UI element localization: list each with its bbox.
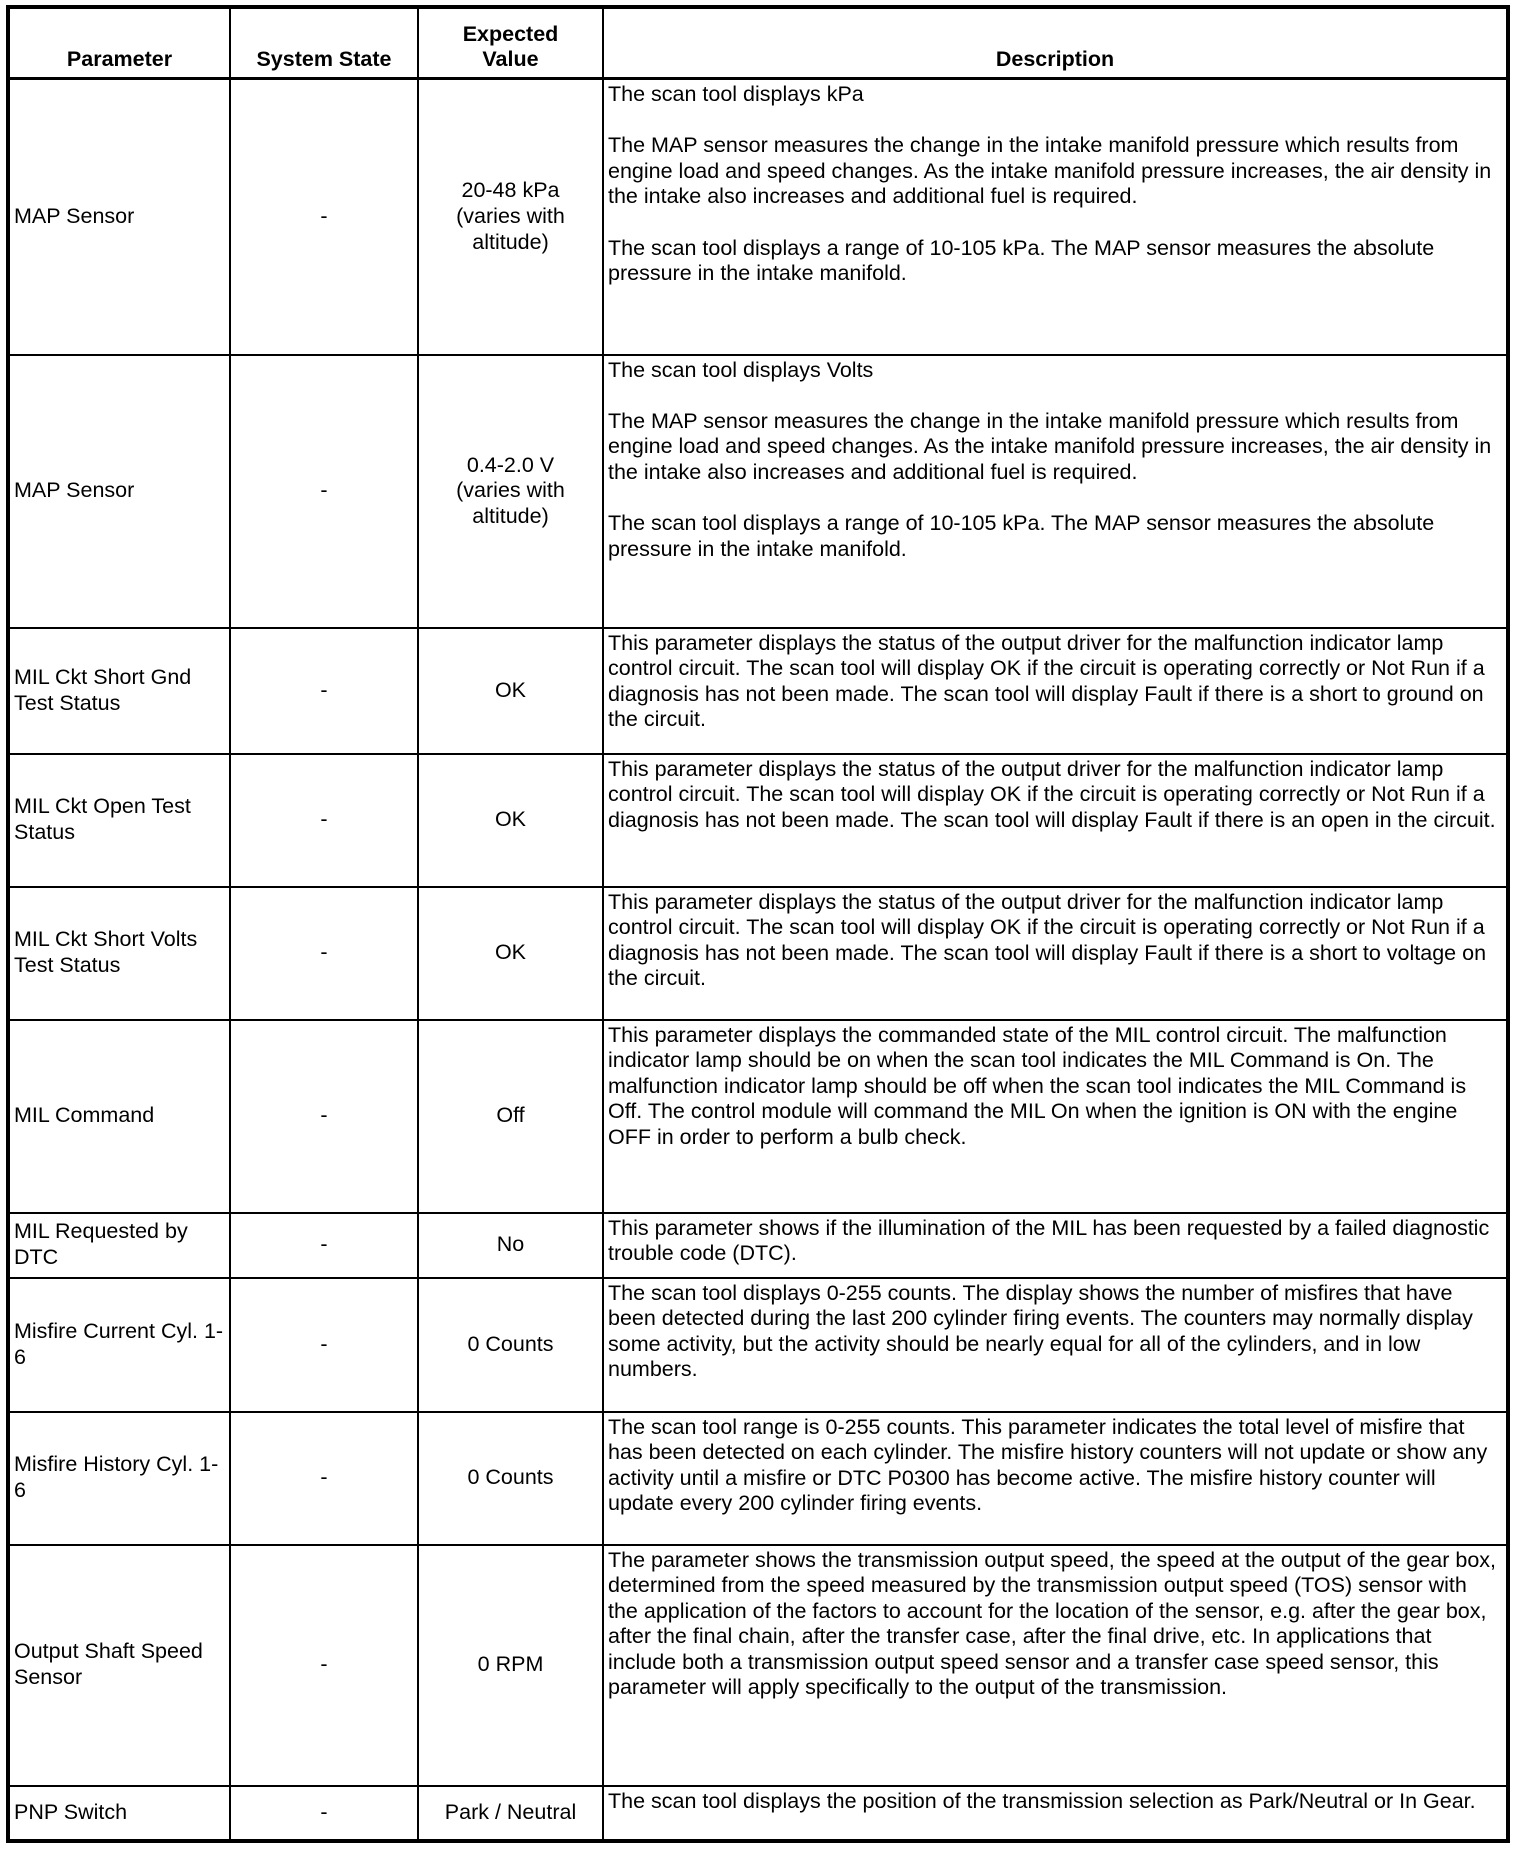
expected-value-cell — [418, 1278, 603, 1412]
description-cell — [603, 887, 1508, 1020]
expected-value-line: OK — [494, 807, 527, 832]
description-cell — [603, 1786, 1508, 1841]
parameter-cell: MIL Command — [8, 1020, 230, 1213]
expected-value-line: No — [496, 1232, 525, 1257]
description-cell — [603, 1020, 1508, 1213]
table-row — [8, 628, 1508, 754]
description-cell — [603, 1213, 1508, 1278]
table-row — [8, 1786, 1508, 1841]
header-expected-value-line1: Expected — [462, 21, 559, 46]
description-paragraph: This parameter displays the status of the output driver for the malfunction indicator lamp control circuit. The scan tool will display OK if the circuit is operating correctly or Not Run if a diagnosis has not been made. The scan tool will display Fault if there is an open in the circuit. — [608, 756, 1496, 832]
description-paragraph: The MAP sensor measures the change in the intake manifold pressure which results from engine load and speed changes. As the intake manifold pressure increases, the air density in the intake also increases and additional fuel is required. — [608, 408, 1492, 484]
description-paragraph: The scan tool range is 0-255 counts. This parameter indicates the total level of misfire that has been detected on each cylinder. The misfire history counters will not update or show any activity until a misfire or DTC P0300 has become active. The misfire history counter will update every 200 cylinder firing events. — [608, 1414, 1488, 1516]
description-paragraph: The scan tool displays the position of the transmission selection as Park/Neutral or In Gear. — [608, 1788, 1476, 1813]
description-cell — [603, 1412, 1508, 1545]
description-paragraph: This parameter displays the status of the output driver for the malfunction indicator lamp control circuit. The scan tool will display OK if the circuit is operating correctly or Not Run if a diagnosis has not been made. The scan tool will display Fault if there is a short to ground on the circuit. — [608, 630, 1485, 732]
expected-value-line: (varies with — [456, 203, 565, 228]
expected-value-line: (varies with — [456, 478, 565, 503]
expected-value-line: altitude) — [472, 503, 549, 528]
parameter-table — [6, 5, 1510, 1843]
description-cell — [603, 1278, 1508, 1412]
parameter-cell: MIL Ckt Short Gnd Test Status — [8, 628, 230, 754]
description-cell — [603, 754, 1508, 887]
expected-value-cell — [418, 1020, 603, 1213]
description-paragraph: The scan tool displays kPa — [608, 82, 864, 106]
system-state-cell: - — [230, 1545, 418, 1786]
expected-value-cell — [418, 754, 603, 887]
description-paragraph: The scan tool displays a range of 10-105 kPa. The MAP sensor measures the absolute pressure in the intake manifold. — [608, 511, 1435, 561]
expected-value-line: 20-48 kPa — [461, 178, 560, 203]
parameter-cell: MIL Requested by DTC — [8, 1213, 230, 1278]
table-body — [8, 79, 1508, 1841]
header-parameter: Parameter — [8, 7, 230, 79]
system-state-cell: - — [230, 754, 418, 887]
header-expected-value — [418, 7, 603, 79]
expected-value-line: Off — [496, 1103, 525, 1128]
parameter-cell: PNP Switch — [8, 1786, 230, 1841]
expected-value-cell — [418, 628, 603, 754]
table-row — [8, 754, 1508, 887]
table-row — [8, 1545, 1508, 1786]
header-expected-value-line2: Value — [482, 47, 539, 72]
expected-value-cell — [418, 79, 603, 355]
system-state-cell: - — [230, 79, 418, 355]
parameter-cell: MAP Sensor — [8, 79, 230, 355]
expected-value-cell — [418, 1545, 603, 1786]
system-state-cell: - — [230, 1412, 418, 1545]
parameter-cell: Misfire Current Cyl. 1-6 — [8, 1278, 230, 1412]
header-description: Description — [603, 7, 1508, 79]
description-paragraph: This parameter displays the commanded state of the MIL control circuit. The malfunction indicator lamp should be on when the scan tool indicates the MIL Command is On. The malfunction indicator lamp should be off when the scan tool indicates the MIL Command is Off. The control module will command the MIL On when the ignition is ON with the engine OFF in order to perform a bulb check. — [608, 1022, 1467, 1149]
system-state-cell: - — [230, 628, 418, 754]
expected-value-line: 0 RPM — [477, 1652, 544, 1677]
system-state-cell: - — [230, 1020, 418, 1213]
description-cell — [603, 79, 1508, 355]
parameter-cell: MIL Ckt Open Test Status — [8, 754, 230, 887]
description-paragraph: The scan tool displays a range of 10-105 kPa. The MAP sensor measures the absolute pressure in the intake manifold. — [608, 235, 1435, 286]
description-cell — [603, 628, 1508, 754]
expected-value-line: 0 Counts — [467, 1465, 554, 1490]
table-row — [8, 79, 1508, 355]
table-row — [8, 1412, 1508, 1545]
expected-value-cell — [418, 887, 603, 1020]
expected-value-line: Park / Neutral — [444, 1799, 577, 1824]
parameter-cell: Misfire History Cyl. 1-6 — [8, 1412, 230, 1545]
table-row — [8, 1020, 1508, 1213]
expected-value-cell — [418, 355, 603, 628]
expected-value-line: OK — [494, 940, 527, 965]
header-row — [8, 7, 1508, 79]
system-state-cell: - — [230, 887, 418, 1020]
expected-value-cell — [418, 1786, 603, 1841]
parameter-cell: Output Shaft Speed Sensor — [8, 1545, 230, 1786]
description-cell — [603, 1545, 1508, 1786]
system-state-cell: - — [230, 1278, 418, 1412]
parameter-cell: MIL Ckt Short Volts Test Status — [8, 887, 230, 1020]
description-paragraph: The parameter shows the transmission output speed, the speed at the output of the gear box, determined from the speed measured by the transmission output speed (TOS) sensor with the application of the factors to account for the location of the sensor, e.g. after the gear box, after the final chain, after the transfer case, after the final drive, etc. In applications that include both a transmission output speed sensor and a transfer case speed sensor, this parameter will apply specifically to the output of the transmission. — [608, 1547, 1497, 1700]
description-paragraph: This parameter shows if the illumination of the MIL has been requested by a failed diagnostic trouble code (DTC). — [608, 1215, 1490, 1266]
description-paragraph: This parameter displays the status of the output driver for the malfunction indicator lamp control circuit. The scan tool will display OK if the circuit is operating correctly or Not Run if a diagnosis has not been made. The scan tool will display Fault if there is a short to voltage on the circuit. — [608, 889, 1487, 991]
table-row — [8, 355, 1508, 628]
description-cell — [603, 355, 1508, 628]
parameter-cell: MAP Sensor — [8, 355, 230, 628]
system-state-cell: - — [230, 1786, 418, 1841]
description-paragraph: The scan tool displays Volts — [608, 357, 874, 382]
expected-value-cell — [418, 1213, 603, 1278]
table-row — [8, 1213, 1508, 1278]
expected-value-line: OK — [494, 677, 527, 702]
system-state-cell: - — [230, 355, 418, 628]
table-row — [8, 887, 1508, 1020]
table-row — [8, 1278, 1508, 1412]
expected-value-line: altitude) — [472, 229, 549, 254]
description-paragraph: The scan tool displays 0-255 counts. The display shows the number of misfires that have been detected during the last 200 cylinder firing events. The counters may normally display some activity, but the activity should be nearly equal for all of the cylinders, and in low numbers. — [608, 1280, 1473, 1382]
header-system-state: System State — [230, 7, 418, 79]
expected-value-line: 0.4-2.0 V — [466, 452, 555, 477]
system-state-cell: - — [230, 1213, 418, 1278]
expected-value-cell — [418, 1412, 603, 1545]
expected-value-line: 0 Counts — [467, 1331, 554, 1356]
description-paragraph: The MAP sensor measures the change in the intake manifold pressure which results from engine load and speed changes. As the intake manifold pressure increases, the air density in the intake also increases and additional fuel is required. — [608, 133, 1492, 209]
